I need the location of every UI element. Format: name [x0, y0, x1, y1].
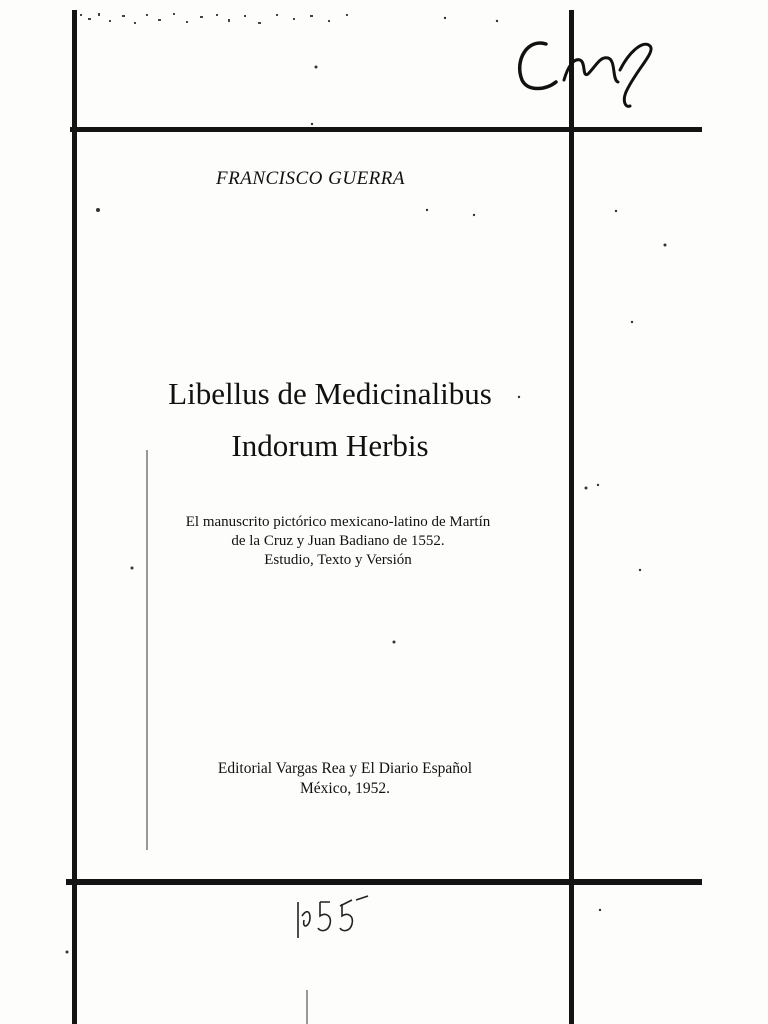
book-subtitle	[138, 513, 538, 570]
handwritten-number	[292, 892, 372, 944]
author-name: FRANCISCO GUERRA	[216, 168, 406, 189]
subtitle-line-1: El manuscrito pictórico mexicano-latino de Martín	[185, 514, 491, 530]
publisher-info	[160, 759, 530, 799]
title-line-2: Indorum Herbis	[231, 428, 429, 463]
title-line-1: Libellus de Medicinalibus	[168, 376, 492, 411]
publisher-line-2: México, 1952.	[300, 780, 390, 797]
publisher-line-1: Editorial Vargas Rea y El Diario Español	[217, 760, 473, 777]
subtitle-line-3: Estudio, Texto y Versión	[264, 552, 412, 568]
handwritten-corner-mark	[508, 30, 658, 110]
book-title	[150, 368, 510, 472]
subtitle-line-2: de la Cruz y Juan Badiano de 1552.	[231, 533, 445, 549]
